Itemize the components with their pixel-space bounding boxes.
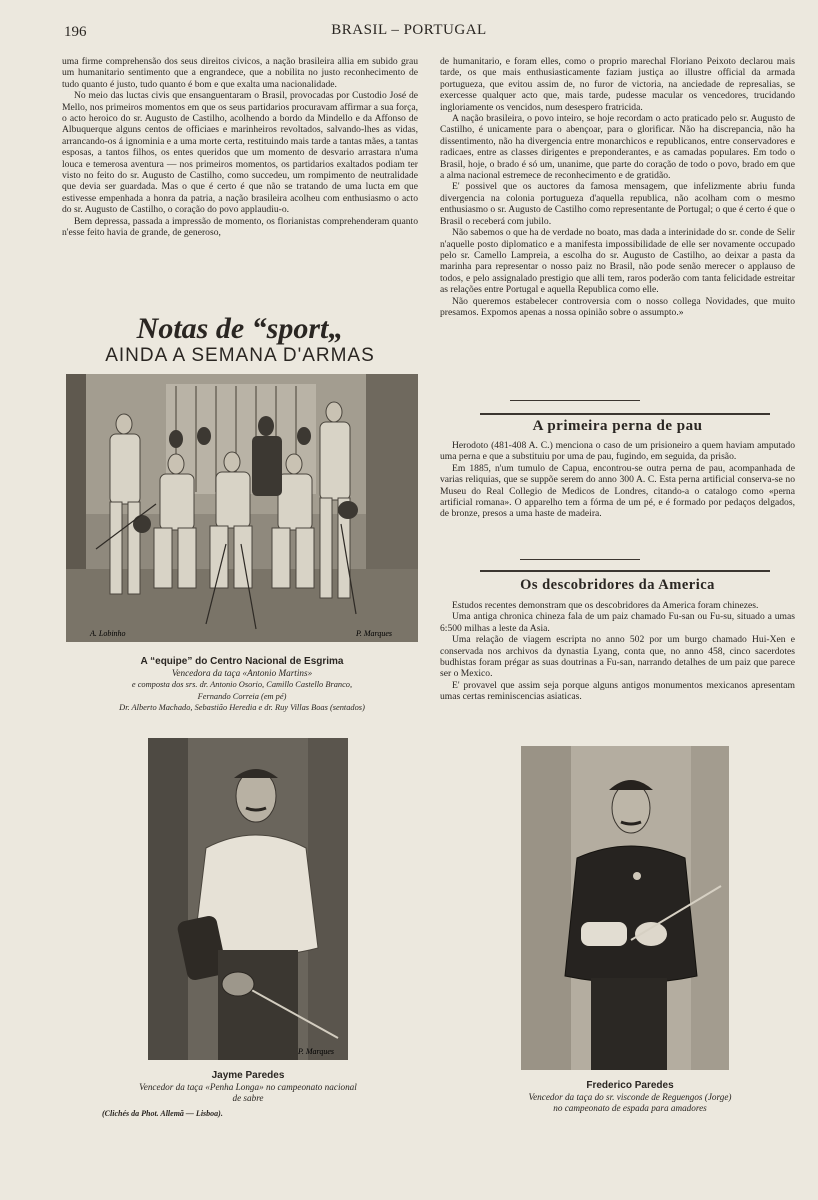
jayme-caption — [80, 1070, 416, 1119]
jayme-caption-line-2: de sabre — [232, 1093, 264, 1103]
left-paragraph-2: No meio das luctas civis que ensanguentaram o Brasil, provocadas por Custodio José de Mello, nos primeiros momentos em que os seus partidarios procuravam affirmar a sua força, o acto heroico do sr. Augusto de Castilho, acolhendo a bordo da Mindello e da Affonso de Albuquerque alguns centos de officiaes e marinheiros revoltados, salvando-lhes as vidas, arrancando-os á ignominia e a uma morte certa, restituindo mais tarde a tantas mães, a tantas esposas, a tantos filhos, os entes queridos que um momento de desvario arrastara n'uma louca e temerosa aventura — nos primeiros momentos, os partidarios exaltados podiam ter visto no feito do sr. Augusto de Castilho, como succedeu, um rompimento de neutralidade que devia ser guardada. Mas o que é certo é que não se tratando de uma lucta em que estivesse empenhada a honra da patria, a nação brasileira acolheu com enthusiasmo o acto do sr. Augusto de Castilho, o coração do povo applaudiu-o. — [62, 90, 418, 216]
page-number: 196 — [64, 24, 87, 40]
right-paragraph-4: Não sabemos o que ha de verdade no boato, mas dada a interinidade do sr. conde de Selir n'aquelle posto diplomatico e a manifesta impossibilidade de elle ser novamente occupado pelo sr. Camello Lampreia, a escolha do sr. Augusto de Castilho, ao deixar a pasta da marinha para representar o nosso paiz no Brasil, não pode senão merecer o applauso de todos, e pelo assignalado prestigio que alli tem, raros poderão com tanta felicidade estreitar as relações entre Portugal e aquella Republica como elle. — [440, 227, 795, 296]
team-caption-line-3: Fernando Correia (em pé) — [197, 691, 287, 701]
fencing-team-illustration — [66, 374, 418, 642]
left-paragraph-3: Bem depressa, passada a impressão de momento, os florianistas comprehenderam quanto n'esse feito havia de grande, de generoso, — [62, 215, 418, 239]
left-paragraph-1: uma firme comprehensão dos seus direitos civicos, a nação brasileira allia em subido grau um humanitario sentimento que a engrandece, que a nobilita no justo reconhecimento de tudo quanto é justo, tudo quanto é bom e que exalta uma nacionalidade. — [62, 56, 418, 90]
jayme-caption-line-1: Vencedor da taça «Penha Longa» no campeonato nacional — [139, 1081, 357, 1092]
jayme-photo-signature: P. Marques — [298, 1047, 334, 1056]
team-caption-title: A “equipe” do Centro Nacional de Esgrima — [140, 656, 344, 667]
team-caption-line-1: Vencedora da taça «Antonio Martins» — [171, 667, 313, 678]
notas-sport-title: Notas de “sport„ — [136, 312, 344, 345]
photo-signature-right: P. Marques — [356, 629, 392, 638]
team-caption-line-2: e composta dos srs. dr. Antonio Osorio, Camillo Castello Branco, — [131, 680, 353, 689]
jayme-name: Jayme Paredes — [211, 1070, 285, 1081]
running-title: BRASIL – PORTUGAL — [331, 22, 487, 38]
frederico-paredes-photo — [521, 746, 729, 1070]
descobridores-paragraph-4: E' provavel que assim seja porque alguns antigos monumentos mexicanos apresentam umas certas reminiscencias asiaticas. — [440, 679, 795, 703]
team-caption-line-4: Dr. Alberto Machado, Sebastião Heredia e dr. Ruy Villas Boas (sentados) — [119, 703, 365, 712]
fencing-team-photo — [66, 374, 418, 642]
frederico-portrait-illustration — [521, 746, 729, 1070]
jayme-paredes-photo — [148, 738, 348, 1060]
right-paragraph-1: de humanitario, e foram elles, como o proprio marechal Floriano Peixoto declarou mais tarde, os que mais enthusiasticamente faziam justiça ao illustre official da armada portugueza, que evitou assim de, no furor de victoria, na anciedade de represalias, se exercesse qualquer acto que, mais tarde, pudesse macular os vencedores, trucidando ingloriamente os vencidos, num desespero fratricida. — [440, 56, 795, 113]
frederico-caption-line-1: Vencedor da taça do sr. visconde de Reguengos (Jorge) — [528, 1091, 732, 1102]
team-photo-caption — [62, 656, 422, 714]
descobridores-paragraph-2: Uma antiga chronica chineza fala de um paiz chamado Fu-san ou Fu-su, situado a umas 6:500 milhas a leste da Asia. — [440, 611, 795, 634]
descobridores-paragraph-1: Estudos recentes demonstram que os descobridores da America foram chinezes. — [452, 600, 759, 611]
perna-paragraph-2: Em 1885, n'um tumulo de Capua, encontrou-se outra perna de pau, acompanhada de varias reliquias, que se suppõe serem do anno 300 A. C. Esta perna artificial conserva-se no Museu do Real Collegio de Medicos de Londres, citando-a o catalogo como «perna artificial romana». O apparelho tem a fórma de um pé, e é formado por pedaços delgados, de bronze, presos a uma haste de madeira. — [440, 462, 795, 520]
photo-signature-left: A. Lobinho — [90, 629, 126, 638]
descobridores-article — [440, 600, 795, 703]
right-paragraph-5: Não queremos estabelecer controversia com o nosso collega Novidades, que muito presamos. Expomos apenas a nossa opinião sobre o assumpto.» — [440, 295, 795, 318]
descobridores-title: Os descobridores da America — [520, 577, 715, 593]
photo-credit: (Clichés da Phot. Allemã — Lisboa). — [102, 1108, 223, 1118]
perna-de-pau-title: A primeira perna de pau — [532, 418, 703, 434]
section-divider-double — [480, 413, 770, 415]
section-divider — [510, 400, 640, 401]
perna-paragraph-1: Herodoto (481-408 A. C.) menciona o caso de um prisioneiro a quem haviam amputado uma perna e que a substituiu por uma de pau, fugindo, em seguida, da prisão. — [440, 440, 795, 463]
right-paragraph-2: A nação brasileira, o povo inteiro, se hoje recordam o acto praticado pelo sr. Augusto de Castilho, é unicamente para o abençoar, para o glorificar. Não ha discrepancia, não ha dissentimento, não ha divergencia entre monarchicos e republicanos, entre conservadores e radicaes, entre as classes dirigentes e preponderantes, e as camadas populares. Em todo o Brasil, hoje, o brado é só um, unanime, que parte do coração de todo o povo, brado em que a alma nacional estremece de reconhecimento e de gratidão. — [440, 113, 795, 182]
jayme-portrait-illustration — [148, 738, 348, 1060]
section-divider — [520, 559, 640, 560]
perna-de-pau-article — [440, 440, 795, 520]
notas-sport-subtitle: AINDA A SEMANA D'ARMAS — [105, 345, 375, 366]
descobridores-paragraph-3: Uma relação de viagem escripta no anno 502 por um burgo chamado Hui-Xen e conservada nos archivos da dynastia Lyang, conta que, no anno 458, cinco sacerdotes budhistas foram prégar as suas doutrinas a Fu-san, narrando detalhes de um paiz que parece ser o Mexico. — [440, 634, 795, 680]
right-column-article — [440, 56, 795, 318]
frederico-caption — [470, 1080, 790, 1115]
right-paragraph-3: E' possivel que os auctores da famosa mensagem, que infelizmente abriu funda divergencia na colonia portugueza d'aquella republica, não acolham com o mesmo enthusiasmo o sr. Augusto de Castilho como representante de Portugal; o que é certo é que o Brasil o receberá com jubilo. — [440, 181, 795, 227]
frederico-caption-line-2: no campeonato de espada para amadores — [553, 1103, 707, 1113]
left-column-article — [62, 56, 418, 239]
frederico-name: Frederico Paredes — [586, 1080, 674, 1091]
section-divider-double — [480, 570, 770, 572]
